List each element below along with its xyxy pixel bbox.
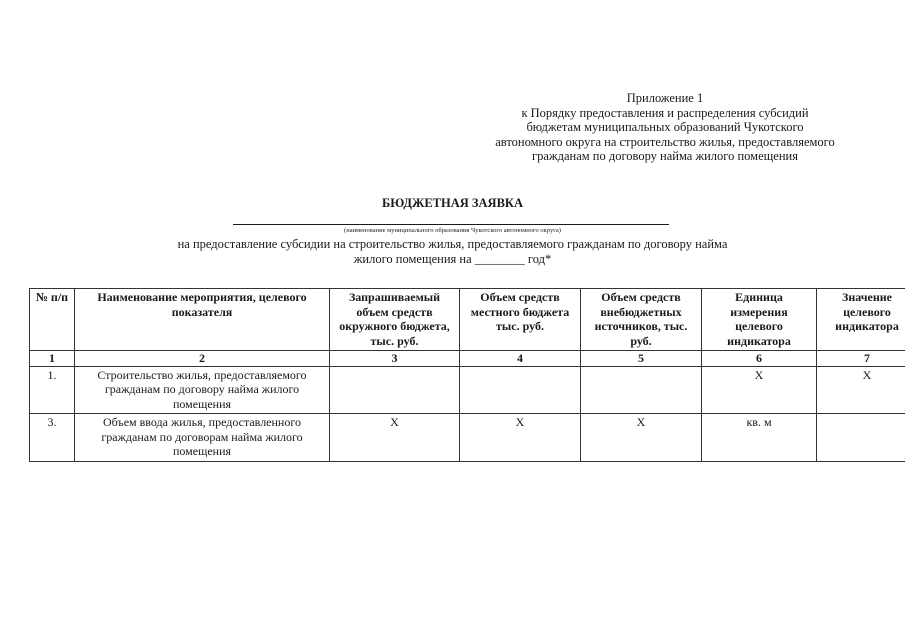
row-name: Объем ввода жилья, предоставленного гражданам по договорам найма жилого помещения: [75, 414, 330, 462]
appendix-line: гражданам по договору найма жилого помещения: [532, 149, 798, 163]
appendix-line: бюджетам муниципальных образований Чукотского: [526, 120, 804, 134]
column-number: 1: [30, 351, 75, 367]
row-local-budget: Х: [460, 414, 581, 462]
row-number: 3.: [30, 414, 75, 462]
municipality-fill-line: [233, 224, 669, 225]
document-title: БЮДЖЕТНАЯ ЗАЯВКА: [381, 196, 523, 210]
purpose-text: [0, 237, 905, 267]
budget-table: [29, 288, 905, 462]
column-number: 2: [75, 351, 330, 367]
appendix-line: автономного округа на строительство жилья, предоставляемого: [495, 134, 835, 149]
table-row: [30, 414, 905, 462]
table-row: [30, 366, 905, 414]
row-value: [817, 414, 905, 462]
appendix-line: Приложение 1: [626, 91, 704, 105]
row-extrabudgetary: [581, 366, 702, 414]
column-number: 6: [702, 351, 817, 367]
header-cell-value: Значение целевого индикатора: [817, 289, 905, 351]
municipality-caption: (наименование муниципального образования Чукотского автономного округа): [344, 227, 561, 234]
column-number: 5: [581, 351, 702, 367]
row-name: Строительство жилья, предоставляемого гражданам по договору найма жилого помещения: [75, 366, 330, 414]
column-number-row: [30, 351, 905, 367]
header-cell-unit: Единица измерения целевого индикатора: [702, 289, 817, 351]
purpose-line-1: на предоставление субсидии на строительство жилья, предоставляемого гражданам по договору найма: [177, 237, 728, 251]
row-number: 1.: [30, 366, 75, 414]
row-extrabudgetary: Х: [581, 414, 702, 462]
header-cell-local-budget: Объем средств местного бюджета тыс. руб.: [460, 289, 581, 351]
appendix-block: [450, 91, 880, 164]
row-unit: Х: [702, 366, 817, 414]
row-regional-budget: Х: [330, 414, 460, 462]
table-header-row: [30, 289, 905, 351]
header-cell-regional-budget: Запрашиваемый объем средств окружного бюджета, тыс. руб.: [330, 289, 460, 351]
purpose-line-2: жилого помещения на ________ год*: [353, 252, 552, 266]
header-cell-extrabudgetary: Объем средств внебюджетных источников, тыс. руб.: [581, 289, 702, 351]
row-local-budget: [460, 366, 581, 414]
appendix-line: к Порядку предоставления и распределения субсидий: [521, 105, 809, 120]
row-regional-budget: [330, 366, 460, 414]
column-number: 3: [330, 351, 460, 367]
column-number: 4: [460, 351, 581, 367]
header-cell-number: № п/п: [30, 289, 75, 351]
row-unit: кв. м: [702, 414, 817, 462]
row-value: Х: [817, 366, 905, 414]
header-cell-name: Наименование мероприятия, целевого показателя: [75, 289, 330, 351]
column-number: 7: [817, 351, 905, 367]
